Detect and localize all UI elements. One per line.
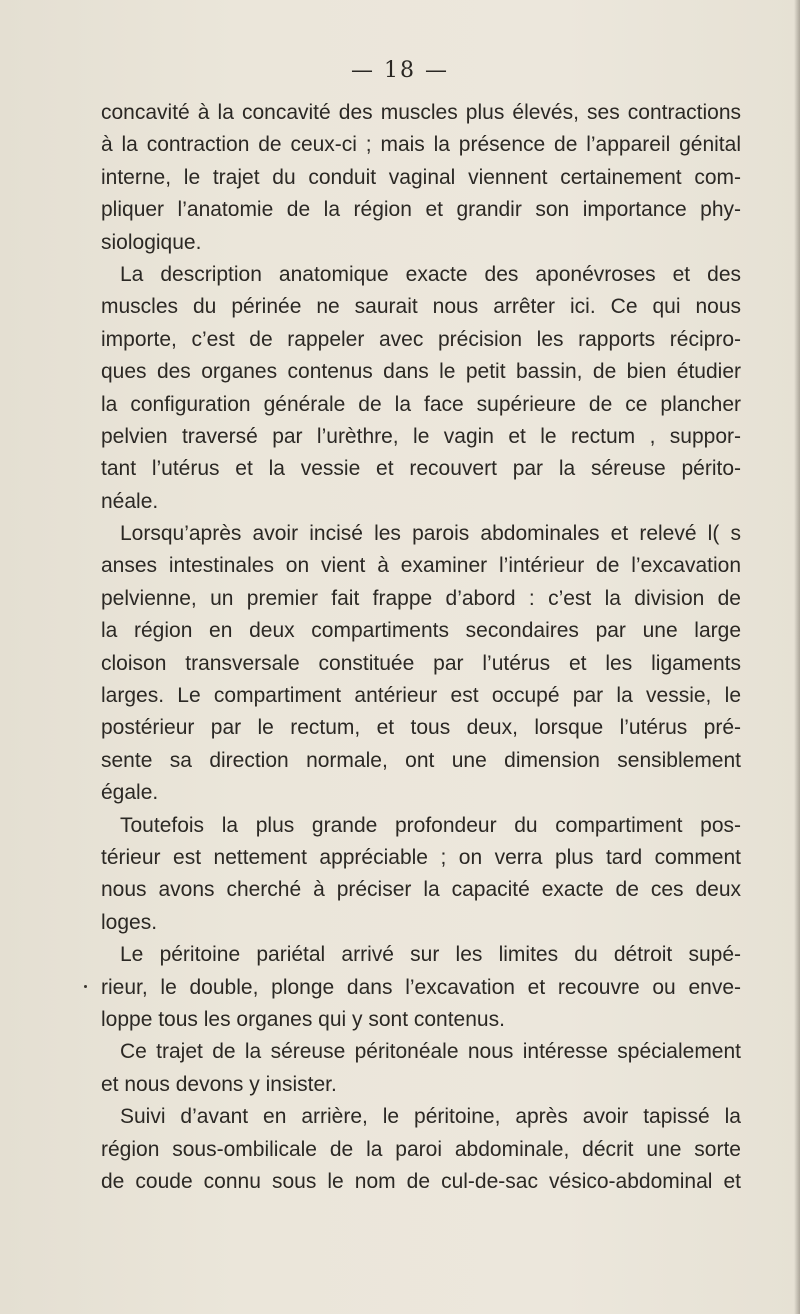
text-line: concavité à la concavité des muscles plus élevés, ses contractions [101,101,741,124]
text-line: la configuration générale de la face supérieure de ce plancher [101,392,741,416]
text-line: térieur est nettement appréciable ; on verra plus tard comment [101,845,741,869]
text-line: Ce trajet de la séreuse péritonéale nous intéresse spécialement [120,1040,741,1064]
text-line: tant l’utérus et la vessie et recouvert par la séreuse périto- [101,457,741,481]
text-line: importe, c’est de rappeler avec précision les rapports récipro- [101,327,741,351]
text-line: ques des organes contenus dans le petit bassin, de bien étudier [101,360,741,384]
body-text [101,97,741,1198]
text-line: pelvien traversé par l’urèthre, le vagin et le rectum , suppor- [101,424,741,448]
text-line: Le péritoine pariétal arrivé sur les limites du détroit supé- [120,943,741,967]
page-number: — 18 — [351,58,449,83]
text-line: loppe tous les organes qui y sont contenus. [101,1007,505,1031]
text-line: et nous devons y insister. [101,1072,337,1096]
text-line: égale. [101,781,159,805]
text-line: cloison transversale constituée par l’utérus et les ligaments [101,651,741,675]
text-line: pliquer l’anatomie de la région et grandir son importance phy- [101,198,741,222]
text-line: interne, le trajet du conduit vaginal viennent certainement com- [101,165,741,189]
text-line: néale. [101,489,159,513]
text-line: La description anatomique exacte des aponévroses et des [120,262,741,286]
text-line: sente sa direction normale, ont une dimension sensiblement [101,748,741,772]
text-line: loges. [101,910,158,934]
page-edge-shadow [794,0,800,1314]
text-line: pelvienne, un premier fait frappe d’abord : c’est la division de [101,586,741,610]
text-line: la région en deux compartiments secondaires par une large [101,619,741,643]
text-line: région sous-ombilicale de la paroi abdominale, décrit une sorte [101,1137,741,1161]
text-line: à la contraction de ceux-ci ; mais la présence de l’appareil génital [101,133,741,157]
text-line: anses intestinales on vient à examiner l’intérieur de l’excavation [101,554,741,578]
text-line: Suivi d’avant en arrière, le péritoine, après avoir tapissé la [120,1105,741,1129]
text-line: rieur, le double, plonge dans l’excavation et recouvre ou enve- [101,975,741,999]
text-line: siologique. [101,230,202,254]
text-line: larges. Le compartiment antérieur est occupé par la vessie, le [101,684,741,708]
text-line: Toutefois la plus grande profondeur du compartiment pos- [120,813,741,837]
text-line: nous avons cherché à préciser la capacité exacte de ces deux [101,878,741,902]
text-line: postérieur par le rectum, et tous deux, lorsque l’utérus pré- [101,716,741,740]
text-line: Lorsqu’après avoir incisé les parois abdominales et relevé l( s [120,522,741,546]
text-line: de coude connu sous le nom de cul-de-sac vésico-abdominal et [101,1169,741,1193]
text-line: muscles du périnée ne saurait nous arrêter ici. Ce qui nous [101,295,741,319]
print-speck [84,985,87,988]
